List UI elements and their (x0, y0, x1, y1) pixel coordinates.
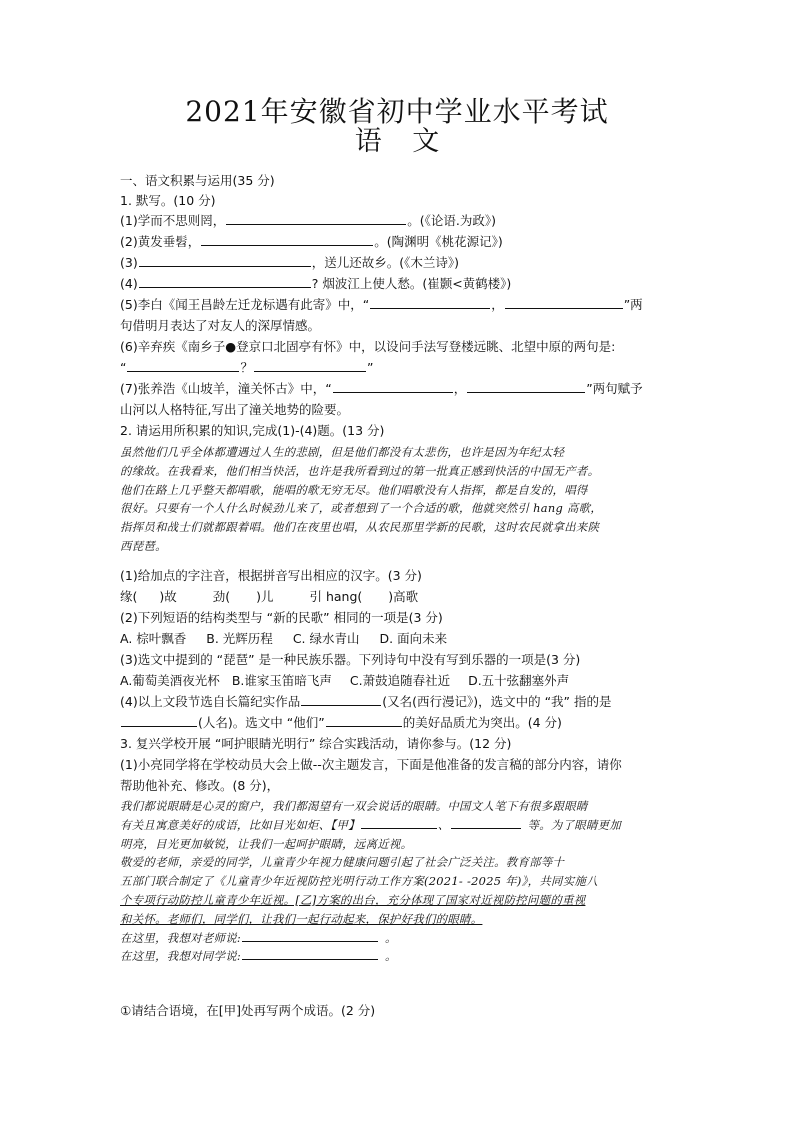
answer-blank[interactable] (451, 816, 521, 829)
speech-text: 、 (437, 817, 450, 832)
speech-line: 我们都说眼睛是心灵的窗户，我们都渴望有一双会说话的眼睛。中国文人笔下有很多跟眼睛 (120, 799, 588, 813)
q2-sub-3: (3)选文中提到的 “琵琶” 是一种民族乐器。下列诗句中没有写到乐器的一项是(3 分) (120, 652, 581, 667)
q1-item-5-tail: ”两 (623, 297, 643, 312)
q1-item-7-comma: ， (453, 381, 467, 396)
close-quote: ” (367, 360, 374, 375)
speech-line-underlined: 个专项行动防控儿童青少年近视。[乙]方案的出台，充分体现了国家对近视防控问题的重视 (120, 892, 586, 907)
answer-blank[interactable] (254, 359, 366, 372)
section-1-heading: 一、语文积累与运用(35 分) (120, 173, 275, 188)
option-a[interactable]: A. 棕叶飘香 (120, 631, 187, 646)
answer-blank[interactable] (333, 380, 453, 393)
speech-text: 在这里，我想对老师说: (120, 930, 242, 945)
q2-sub-4-text-2: (又名(西行漫记》)，选文中的 “我” 指的是 (382, 694, 612, 709)
speech-line: 敬爱的老师，亲爱的同学，儿童青少年视力健康问题引起了社会广泛关注。教育部等十 (120, 855, 565, 870)
speech-line: 五部门联合制定了《儿童青少年近视防控光明行动工作方案(2021- -2025 年)》，共同实施八 (120, 874, 598, 889)
q1-item-1-text: (1)学而不思则罔， (120, 213, 226, 228)
q1-item-4-text: (4) (120, 276, 138, 291)
q1-item-3-text: (3) (120, 255, 138, 270)
answer-blank[interactable] (467, 380, 585, 393)
answer-blank[interactable] (201, 233, 373, 246)
speech-text: 有关且寓意美好的成语，比如目光如炬、【甲】 (120, 817, 360, 832)
pinyin-item-1 (120, 589, 177, 604)
q1-heading: 1. 默写。(10 分) (120, 193, 216, 208)
item-label: )儿 (256, 589, 274, 604)
q2-sub-1-items (120, 588, 418, 606)
item-label: 缘( (120, 589, 138, 604)
pinyin-item-3 (310, 589, 419, 604)
item-label: 引 hang( (309, 589, 363, 604)
q1-item-5-text: (5)李白《闻王昌龄左迁龙标遇有此寄》中，“ (120, 297, 370, 312)
option-d[interactable]: D. 面向未来 (379, 631, 448, 646)
q1-item-2 (120, 233, 503, 251)
speech-line-underlined: 和关怀。老师们，同学们，让我们一起行动起来，保护好我们的眼睛。 (120, 911, 483, 926)
q2-sub-4-text: (4)以上文段节选自长篇纪实作品 (120, 694, 301, 709)
q2-passage (120, 443, 680, 556)
option-c[interactable]: C. 绿水青山 (292, 631, 360, 646)
passage-line: 他们在路上几乎整天都唱歌，能唱的歌无穷无尽。他们唱歌没有人指挥，都是自发的，唱得 (120, 482, 588, 497)
answer-blank[interactable] (370, 296, 490, 309)
q1-item-3 (120, 254, 459, 272)
q2-sub-1: (1)给加点的字注音，根据拼音写出相应的汉字。(3 分) (120, 568, 422, 583)
q1-item-4 (120, 275, 511, 293)
answer-blank[interactable] (242, 929, 378, 942)
q1-item-6: (6)辛弃疾《南乡子●登京口北固亭有怀》中，以设问手法写登楼远眺、北望中原的两句是: (120, 339, 616, 354)
q2-sub-4-text-4: 的美好品质尤为突出。(4 分) (402, 715, 562, 730)
item-label: 劲( (212, 589, 231, 604)
q1-item-2-text: (2)黄发垂髫， (120, 234, 201, 249)
q3-heading: 3. 复兴学校开展 “呵护眼睛光明行” 综合实践活动，请你参与。(12 分) (120, 736, 512, 751)
q2-sub-4 (120, 693, 612, 711)
answer-blank[interactable] (139, 275, 311, 288)
speech-line (120, 947, 680, 966)
q1-item-5-cont: 句借明月表达了对友人的深厚情感。 (120, 318, 321, 333)
q1-item-7-text: (7)张养浩《山坡羊，潼关怀古》中，“ (120, 381, 332, 396)
q3-sub-1-cont: 帮助他补充、修改。(8 分)， (120, 778, 280, 793)
answer-blank[interactable] (226, 212, 406, 225)
passage-line: 西琵琶。 (120, 538, 167, 553)
answer-blank[interactable] (139, 254, 311, 267)
q1-item-1-source: 。(《论语.为政》) (407, 213, 496, 228)
answer-blank[interactable] (326, 714, 402, 727)
speech-text: 在这里，我想对同学说: (120, 949, 242, 964)
passage-line: 虽然他们几乎全体都遭遇过人生的悲剧，但是他们都没有太悲伤，也许是因为年纪太轻 (120, 445, 565, 459)
speech-text: 。 (385, 930, 397, 945)
pinyin-item-2 (213, 589, 274, 604)
passage-line: 的缘故。在我看来，他们相当快活，也许是我所看到过的第一批真正感到快活的中国无产者。 (120, 463, 600, 478)
q2-heading: 2. 请运用所积累的知识,完成(1)-(4)题。(13 分) (120, 423, 385, 438)
speech-line (120, 816, 680, 835)
item-label: )高歌 (388, 589, 419, 604)
passage-line: 指挥员和战士们就都跟着唱。他们在夜里也唱，从农民那里学新的民歌，这时农民就拿出来陕 (120, 520, 600, 535)
q2-sub-4-text-3: (人名)。选文中 “他们” (198, 715, 325, 730)
answer-blank[interactable] (242, 947, 378, 960)
answer-blank[interactable] (127, 359, 239, 372)
item-label: )故 (159, 589, 177, 604)
passage-line: 很好。只要有一个人什么时候劲儿来了，或者想到了一个合适的歌，他就突然引 hang 高歌， (120, 501, 603, 516)
exam-title: 2021年安徽省初中学业水平考试 (185, 95, 609, 128)
q3-sub-1-part-1: ①请结合语境，在[甲]处再写两个成语。(2 分) (120, 1003, 376, 1018)
q2-sub-4-cont (120, 714, 562, 732)
q1-item-5 (120, 296, 643, 314)
q1-item-7 (120, 380, 643, 398)
answer-blank[interactable] (361, 816, 437, 829)
option-d[interactable]: D.五十弦翻塞外声 (468, 673, 570, 688)
q3-speech (120, 797, 680, 966)
speech-text: 。 (385, 949, 397, 964)
exam-subject: 语 文 (354, 126, 440, 157)
option-a[interactable]: A.葡萄美酒夜光杯 (120, 673, 220, 688)
q2-sub-3-options (120, 672, 569, 690)
q3-sub-1: (1)小亮同学将在学校动员大会上做--次主题发言，下面是他准备的发言稿的部分内容，请你 (120, 757, 622, 772)
q1-item-1 (120, 212, 496, 230)
speech-text: 等。为了眼睛更加 (527, 817, 622, 832)
option-c[interactable]: C.萧鼓追随春社近 (349, 673, 451, 688)
answer-blank[interactable] (505, 296, 623, 309)
q1-item-5-comma: ， (491, 297, 504, 312)
option-b[interactable]: B. 光辉历程 (206, 631, 273, 646)
open-quote: “ (120, 360, 127, 375)
q1-item-6-answer (120, 359, 373, 377)
q1-item-3-source: ，送儿还故乡。(《木兰诗》) (311, 255, 459, 270)
question-mark: ？ (240, 360, 253, 375)
q1-item-4-source: ? 烟波江上使人愁。(崔颢<黄鹤楼》) (311, 276, 512, 291)
q1-item-2-source: 。(陶渊明《桃花源记》) (374, 234, 503, 249)
q2-sub-2-options (120, 630, 447, 648)
answer-blank[interactable] (301, 693, 381, 706)
q2-sub-2: (2)下列短语的结构类型与 “新的民歌” 相同的一项是(3 分) (120, 610, 443, 625)
answer-blank[interactable] (121, 714, 197, 727)
q1-item-7-cont: 山河以人格特征,写出了潼关地势的险要。 (120, 402, 349, 417)
q1-item-7-tail: ”两句赋予 (586, 381, 643, 396)
speech-line (120, 929, 680, 948)
speech-line: 明亮，目光更加敏锐，让我们一起呵护眼睛，远离近视。 (120, 836, 413, 851)
option-b[interactable]: B.谁家玉笛暗飞声 (231, 673, 332, 688)
